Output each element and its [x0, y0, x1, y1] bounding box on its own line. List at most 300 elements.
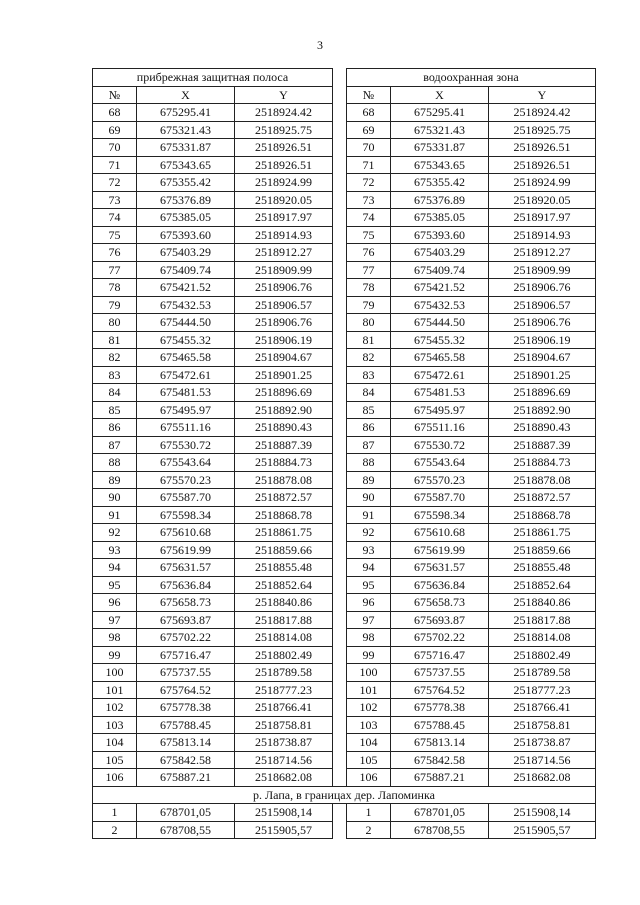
- table-row: [93, 699, 596, 717]
- left-x-coordinate: 675409.74: [137, 261, 235, 279]
- column-gap: [333, 261, 347, 279]
- table-row: [93, 121, 596, 139]
- left-x-coordinate: 675570.23: [137, 471, 235, 489]
- column-gap: [333, 646, 347, 664]
- right-y-coordinate: 2518906.76: [489, 314, 596, 332]
- right-point-number: 101: [347, 681, 391, 699]
- table-row: [93, 296, 596, 314]
- left-point-number: 68: [93, 104, 137, 122]
- left-point-number: 101: [93, 681, 137, 699]
- right-x-coordinate: 675481.53: [391, 384, 489, 402]
- table-row: [93, 734, 596, 752]
- right-x-coordinate: 678701,05: [391, 804, 489, 822]
- left-point-number: 1: [93, 804, 137, 822]
- right-x-coordinate: 675658.73: [391, 594, 489, 612]
- column-gap: [333, 86, 347, 104]
- right-point-number: 76: [347, 244, 391, 262]
- table-row: [93, 751, 596, 769]
- column-gap: [333, 506, 347, 524]
- column-gap: [333, 366, 347, 384]
- right-y-coordinate: 2518855.48: [489, 559, 596, 577]
- left-x-coordinate: 678701,05: [137, 804, 235, 822]
- left-x-coordinate: 675385.05: [137, 209, 235, 227]
- right-point-number: 2: [347, 821, 391, 839]
- left-x-coordinate: 675737.55: [137, 664, 235, 682]
- right-y-coordinate: 2518914.93: [489, 226, 596, 244]
- table-row: [93, 156, 596, 174]
- right-y-coordinate: 2515905,57: [489, 821, 596, 839]
- table-row: [93, 454, 596, 472]
- left-y-coordinate: 2518887.39: [235, 436, 333, 454]
- left-header-y: Y: [235, 86, 333, 104]
- table-row: [93, 489, 596, 507]
- column-gap: [333, 69, 347, 87]
- column-gap: [333, 751, 347, 769]
- column-gap: [333, 156, 347, 174]
- column-gap: [333, 296, 347, 314]
- right-x-coordinate: 675421.52: [391, 279, 489, 297]
- left-point-number: 76: [93, 244, 137, 262]
- left-header-no: №: [93, 86, 137, 104]
- left-y-coordinate: 2518868.78: [235, 506, 333, 524]
- right-y-coordinate: 2518859.66: [489, 541, 596, 559]
- table-row: [93, 681, 596, 699]
- section-title: р. Лапа, в границах дер. Лапоминка: [93, 786, 596, 804]
- left-y-coordinate: 2518789.58: [235, 664, 333, 682]
- column-gap: [333, 611, 347, 629]
- column-gap: [333, 594, 347, 612]
- left-y-coordinate: 2518802.49: [235, 646, 333, 664]
- right-x-coordinate: 675619.99: [391, 541, 489, 559]
- left-x-coordinate: 675511.16: [137, 419, 235, 437]
- right-y-coordinate: 2518884.73: [489, 454, 596, 472]
- right-x-coordinate: 675737.55: [391, 664, 489, 682]
- left-point-number: 69: [93, 121, 137, 139]
- column-gap: [333, 121, 347, 139]
- right-x-coordinate: 675295.41: [391, 104, 489, 122]
- column-gap: [333, 209, 347, 227]
- right-y-coordinate: 2518917.97: [489, 209, 596, 227]
- right-x-coordinate: 675716.47: [391, 646, 489, 664]
- right-point-number: 91: [347, 506, 391, 524]
- column-gap: [333, 804, 347, 822]
- column-gap: [333, 471, 347, 489]
- right-point-number: 77: [347, 261, 391, 279]
- left-x-coordinate: 675631.57: [137, 559, 235, 577]
- left-table-title: прибрежная защитная полоса: [93, 69, 333, 87]
- right-y-coordinate: 2518814.08: [489, 629, 596, 647]
- right-y-coordinate: 2518926.51: [489, 156, 596, 174]
- right-y-coordinate: 2518925.75: [489, 121, 596, 139]
- left-x-coordinate: 675842.58: [137, 751, 235, 769]
- table-row: [93, 174, 596, 192]
- right-y-coordinate: 2518890.43: [489, 419, 596, 437]
- left-x-coordinate: 675432.53: [137, 296, 235, 314]
- right-y-coordinate: 2518817.88: [489, 611, 596, 629]
- left-x-coordinate: 675343.65: [137, 156, 235, 174]
- right-point-number: 78: [347, 279, 391, 297]
- right-point-number: 82: [347, 349, 391, 367]
- right-x-coordinate: 675610.68: [391, 524, 489, 542]
- left-y-coordinate: 2518924.42: [235, 104, 333, 122]
- left-x-coordinate: 675421.52: [137, 279, 235, 297]
- left-x-coordinate: 675887.21: [137, 769, 235, 787]
- right-point-number: 89: [347, 471, 391, 489]
- table-row: [93, 349, 596, 367]
- left-point-number: 2: [93, 821, 137, 839]
- right-point-number: 99: [347, 646, 391, 664]
- left-point-number: 85: [93, 401, 137, 419]
- right-x-coordinate: 675631.57: [391, 559, 489, 577]
- right-x-coordinate: 675432.53: [391, 296, 489, 314]
- right-point-number: 90: [347, 489, 391, 507]
- right-x-coordinate: 675376.89: [391, 191, 489, 209]
- right-y-coordinate: 2518906.19: [489, 331, 596, 349]
- right-point-number: 80: [347, 314, 391, 332]
- right-x-coordinate: 675495.97: [391, 401, 489, 419]
- right-x-coordinate: 675778.38: [391, 699, 489, 717]
- table-row: [93, 314, 596, 332]
- right-x-coordinate: 675570.23: [391, 471, 489, 489]
- right-x-coordinate: 675813.14: [391, 734, 489, 752]
- right-y-coordinate: 2518872.57: [489, 489, 596, 507]
- right-y-coordinate: 2518892.90: [489, 401, 596, 419]
- right-x-coordinate: 675511.16: [391, 419, 489, 437]
- left-y-coordinate: 2518758.81: [235, 716, 333, 734]
- right-x-coordinate: 675465.58: [391, 349, 489, 367]
- table-row: [93, 191, 596, 209]
- right-x-coordinate: 675788.45: [391, 716, 489, 734]
- right-header-x: X: [391, 86, 489, 104]
- left-point-number: 86: [93, 419, 137, 437]
- left-header-x: X: [137, 86, 235, 104]
- column-gap: [333, 681, 347, 699]
- left-y-coordinate: 2518925.75: [235, 121, 333, 139]
- column-gap: [333, 191, 347, 209]
- right-x-coordinate: 675444.50: [391, 314, 489, 332]
- column-gap: [333, 489, 347, 507]
- left-y-coordinate: 2518906.57: [235, 296, 333, 314]
- left-point-number: 78: [93, 279, 137, 297]
- right-point-number: 72: [347, 174, 391, 192]
- left-y-coordinate: 2518852.64: [235, 576, 333, 594]
- right-y-coordinate: 2518766.41: [489, 699, 596, 717]
- right-point-number: 95: [347, 576, 391, 594]
- right-y-coordinate: 2518861.75: [489, 524, 596, 542]
- right-x-coordinate: 678708,55: [391, 821, 489, 839]
- left-y-coordinate: 2518926.51: [235, 156, 333, 174]
- left-y-coordinate: 2518884.73: [235, 454, 333, 472]
- left-point-number: 93: [93, 541, 137, 559]
- section-title-row: [93, 786, 596, 804]
- right-x-coordinate: 675409.74: [391, 261, 489, 279]
- table-row: [93, 541, 596, 559]
- left-point-number: 77: [93, 261, 137, 279]
- right-x-coordinate: 675693.87: [391, 611, 489, 629]
- right-y-coordinate: 2518758.81: [489, 716, 596, 734]
- left-point-number: 92: [93, 524, 137, 542]
- right-point-number: 70: [347, 139, 391, 157]
- table-row: [93, 594, 596, 612]
- right-y-coordinate: 2518777.23: [489, 681, 596, 699]
- left-y-coordinate: 2518914.93: [235, 226, 333, 244]
- column-gap: [333, 541, 347, 559]
- right-y-coordinate: 2518738.87: [489, 734, 596, 752]
- right-table-title: водоохранная зона: [347, 69, 596, 87]
- right-point-number: 86: [347, 419, 391, 437]
- left-y-coordinate: 2518892.90: [235, 401, 333, 419]
- column-gap: [333, 314, 347, 332]
- column-gap: [333, 174, 347, 192]
- right-y-coordinate: 2518887.39: [489, 436, 596, 454]
- left-y-coordinate: 2518912.27: [235, 244, 333, 262]
- right-x-coordinate: 675543.64: [391, 454, 489, 472]
- left-point-number: 81: [93, 331, 137, 349]
- left-x-coordinate: 675543.64: [137, 454, 235, 472]
- right-y-coordinate: 2518901.25: [489, 366, 596, 384]
- right-x-coordinate: 675587.70: [391, 489, 489, 507]
- left-point-number: 102: [93, 699, 137, 717]
- left-y-coordinate: 2518901.25: [235, 366, 333, 384]
- right-point-number: 85: [347, 401, 391, 419]
- table-row: [93, 209, 596, 227]
- right-y-coordinate: 2518789.58: [489, 664, 596, 682]
- left-x-coordinate: 675393.60: [137, 226, 235, 244]
- table-row: [93, 576, 596, 594]
- right-y-coordinate: 2518878.08: [489, 471, 596, 489]
- table-row: [93, 646, 596, 664]
- right-y-coordinate: 2518802.49: [489, 646, 596, 664]
- left-y-coordinate: 2518766.41: [235, 699, 333, 717]
- table-row: [93, 506, 596, 524]
- column-gap: [333, 104, 347, 122]
- right-y-coordinate: 2518904.67: [489, 349, 596, 367]
- table-row: [93, 419, 596, 437]
- right-header-y: Y: [489, 86, 596, 104]
- left-x-coordinate: 675788.45: [137, 716, 235, 734]
- right-point-number: 74: [347, 209, 391, 227]
- left-y-coordinate: 2518738.87: [235, 734, 333, 752]
- column-gap: [333, 244, 347, 262]
- left-point-number: 96: [93, 594, 137, 612]
- right-point-number: 93: [347, 541, 391, 559]
- left-x-coordinate: 675472.61: [137, 366, 235, 384]
- left-point-number: 73: [93, 191, 137, 209]
- right-point-number: 96: [347, 594, 391, 612]
- left-x-coordinate: 675455.32: [137, 331, 235, 349]
- right-point-number: 100: [347, 664, 391, 682]
- right-y-coordinate: 2518926.51: [489, 139, 596, 157]
- left-y-coordinate: 2518924.99: [235, 174, 333, 192]
- left-y-coordinate: 2515908,14: [235, 804, 333, 822]
- right-point-number: 87: [347, 436, 391, 454]
- column-gap: [333, 419, 347, 437]
- left-y-coordinate: 2518855.48: [235, 559, 333, 577]
- left-x-coordinate: 675813.14: [137, 734, 235, 752]
- left-x-coordinate: 675716.47: [137, 646, 235, 664]
- column-gap: [333, 716, 347, 734]
- left-point-number: 82: [93, 349, 137, 367]
- right-point-number: 102: [347, 699, 391, 717]
- right-x-coordinate: 675455.32: [391, 331, 489, 349]
- left-y-coordinate: 2518682.08: [235, 769, 333, 787]
- table-row: [93, 226, 596, 244]
- left-y-coordinate: 2518878.08: [235, 471, 333, 489]
- right-x-coordinate: 675842.58: [391, 751, 489, 769]
- left-y-coordinate: 2518777.23: [235, 681, 333, 699]
- left-point-number: 79: [93, 296, 137, 314]
- left-y-coordinate: 2518904.67: [235, 349, 333, 367]
- table-row: [93, 401, 596, 419]
- column-gap: [333, 559, 347, 577]
- right-point-number: 104: [347, 734, 391, 752]
- left-point-number: 105: [93, 751, 137, 769]
- right-point-number: 75: [347, 226, 391, 244]
- left-x-coordinate: 675610.68: [137, 524, 235, 542]
- right-point-number: 79: [347, 296, 391, 314]
- left-y-coordinate: 2518917.97: [235, 209, 333, 227]
- right-y-coordinate: 2515908,14: [489, 804, 596, 822]
- right-point-number: 73: [347, 191, 391, 209]
- left-y-coordinate: 2518861.75: [235, 524, 333, 542]
- left-x-coordinate: 675658.73: [137, 594, 235, 612]
- left-point-number: 99: [93, 646, 137, 664]
- table-header-row: [93, 86, 596, 104]
- left-x-coordinate: 675598.34: [137, 506, 235, 524]
- table-row: [93, 279, 596, 297]
- left-x-coordinate: 678708,55: [137, 821, 235, 839]
- right-x-coordinate: 675355.42: [391, 174, 489, 192]
- table-row: [93, 769, 596, 787]
- left-point-number: 83: [93, 366, 137, 384]
- table-row: [93, 244, 596, 262]
- left-x-coordinate: 675702.22: [137, 629, 235, 647]
- right-x-coordinate: 675403.29: [391, 244, 489, 262]
- left-x-coordinate: 675693.87: [137, 611, 235, 629]
- left-point-number: 104: [93, 734, 137, 752]
- left-y-coordinate: 2518926.51: [235, 139, 333, 157]
- left-x-coordinate: 675465.58: [137, 349, 235, 367]
- right-y-coordinate: 2518714.56: [489, 751, 596, 769]
- column-gap: [333, 821, 347, 839]
- left-point-number: 72: [93, 174, 137, 192]
- column-gap: [333, 384, 347, 402]
- right-y-coordinate: 2518912.27: [489, 244, 596, 262]
- right-point-number: 1: [347, 804, 391, 822]
- left-y-coordinate: 2515905,57: [235, 821, 333, 839]
- left-point-number: 98: [93, 629, 137, 647]
- right-x-coordinate: 675887.21: [391, 769, 489, 787]
- table-row: [93, 664, 596, 682]
- column-gap: [333, 279, 347, 297]
- left-x-coordinate: 675481.53: [137, 384, 235, 402]
- left-point-number: 97: [93, 611, 137, 629]
- column-gap: [333, 331, 347, 349]
- right-x-coordinate: 675472.61: [391, 366, 489, 384]
- left-y-coordinate: 2518896.69: [235, 384, 333, 402]
- table-row: [93, 104, 596, 122]
- right-point-number: 88: [347, 454, 391, 472]
- column-gap: [333, 576, 347, 594]
- column-gap: [333, 734, 347, 752]
- left-y-coordinate: 2518890.43: [235, 419, 333, 437]
- left-point-number: 106: [93, 769, 137, 787]
- left-x-coordinate: 675295.41: [137, 104, 235, 122]
- left-x-coordinate: 675587.70: [137, 489, 235, 507]
- left-y-coordinate: 2518859.66: [235, 541, 333, 559]
- right-y-coordinate: 2518909.99: [489, 261, 596, 279]
- left-point-number: 95: [93, 576, 137, 594]
- left-y-coordinate: 2518920.05: [235, 191, 333, 209]
- right-x-coordinate: 675702.22: [391, 629, 489, 647]
- right-point-number: 97: [347, 611, 391, 629]
- left-x-coordinate: 675403.29: [137, 244, 235, 262]
- table-row: [93, 559, 596, 577]
- column-gap: [333, 454, 347, 472]
- left-x-coordinate: 675444.50: [137, 314, 235, 332]
- right-point-number: 106: [347, 769, 391, 787]
- column-gap: [333, 401, 347, 419]
- column-gap: [333, 524, 347, 542]
- right-y-coordinate: 2518840.86: [489, 594, 596, 612]
- right-x-coordinate: 675636.84: [391, 576, 489, 594]
- left-point-number: 75: [93, 226, 137, 244]
- right-y-coordinate: 2518924.99: [489, 174, 596, 192]
- column-gap: [333, 699, 347, 717]
- left-point-number: 88: [93, 454, 137, 472]
- left-y-coordinate: 2518840.86: [235, 594, 333, 612]
- column-gap: [333, 629, 347, 647]
- right-point-number: 68: [347, 104, 391, 122]
- right-y-coordinate: 2518868.78: [489, 506, 596, 524]
- left-point-number: 100: [93, 664, 137, 682]
- table-row: [93, 139, 596, 157]
- table-row: [93, 384, 596, 402]
- left-y-coordinate: 2518814.08: [235, 629, 333, 647]
- page-number: 3: [317, 38, 323, 52]
- right-point-number: 105: [347, 751, 391, 769]
- right-x-coordinate: 675764.52: [391, 681, 489, 699]
- right-y-coordinate: 2518682.08: [489, 769, 596, 787]
- left-point-number: 74: [93, 209, 137, 227]
- coordinates-table: [92, 68, 596, 839]
- right-x-coordinate: 675530.72: [391, 436, 489, 454]
- right-x-coordinate: 675331.87: [391, 139, 489, 157]
- left-point-number: 103: [93, 716, 137, 734]
- left-y-coordinate: 2518817.88: [235, 611, 333, 629]
- left-point-number: 87: [93, 436, 137, 454]
- table-row: [93, 331, 596, 349]
- left-x-coordinate: 675495.97: [137, 401, 235, 419]
- section-table-row: [93, 804, 596, 822]
- left-y-coordinate: 2518906.76: [235, 279, 333, 297]
- right-point-number: 103: [347, 716, 391, 734]
- table-row: [93, 436, 596, 454]
- left-x-coordinate: 675355.42: [137, 174, 235, 192]
- left-point-number: 94: [93, 559, 137, 577]
- right-y-coordinate: 2518924.42: [489, 104, 596, 122]
- left-point-number: 84: [93, 384, 137, 402]
- left-point-number: 89: [93, 471, 137, 489]
- left-point-number: 70: [93, 139, 137, 157]
- left-point-number: 71: [93, 156, 137, 174]
- column-gap: [333, 139, 347, 157]
- right-x-coordinate: 675385.05: [391, 209, 489, 227]
- right-x-coordinate: 675343.65: [391, 156, 489, 174]
- left-point-number: 91: [93, 506, 137, 524]
- right-point-number: 92: [347, 524, 391, 542]
- column-gap: [333, 349, 347, 367]
